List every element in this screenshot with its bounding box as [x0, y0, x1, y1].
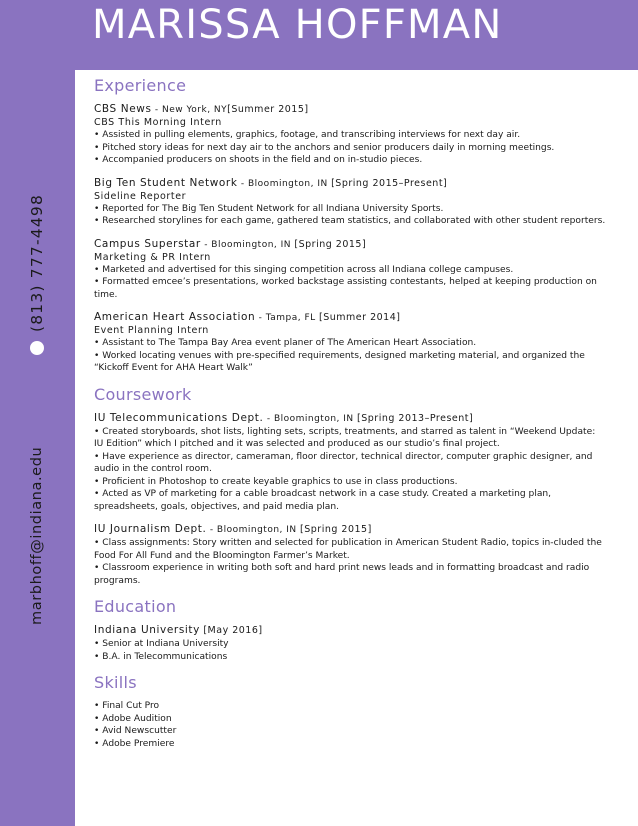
- coursework-entry: [94, 412, 606, 514]
- entry-heading: [94, 311, 606, 325]
- location: - Bloomington, IN: [200, 239, 295, 250]
- bullet-item: • Formatted emcee’s presentations, worked backstage assisting contestants, helped at keeping production on time.: [94, 277, 597, 300]
- section-title-experience: Experience: [94, 76, 187, 95]
- phone-number: (813) 777-4498: [28, 193, 46, 332]
- coursework-entry: [94, 523, 606, 587]
- coursework-section: [94, 385, 606, 588]
- bullet-item: • Proficient in Photoshop to create keyable graphics to use in class productions.: [94, 476, 458, 487]
- education-entry: [94, 624, 606, 663]
- bullet-item: • Acted as VP of marketing for a cable broadcast network in a case study. Created a marketing plan, spreadsheets, goals, objectives, and paid media plan.: [94, 489, 552, 512]
- skill-item: • Final Cut Pro: [94, 701, 160, 711]
- location: - Bloomington, IN: [237, 178, 332, 189]
- experience-entry: [94, 103, 606, 167]
- role-title: Event Planning Intern: [94, 325, 209, 336]
- bullet-item: • Accompanied producers on shoots in the field and on in-studio pieces.: [94, 155, 423, 165]
- dates: [Spring 2015]: [300, 524, 372, 535]
- dates: [Summer 2015]: [227, 104, 309, 115]
- dates: [Summer 2014]: [319, 312, 401, 323]
- bullet-item: • Created storyboards, shot lists, lighting sets, scripts, treatments, and starred as talent in “Weekend Update: IU Edition” which I pitched and it was selected and produced as our studio’s final project.: [94, 426, 596, 449]
- dates: [May 2016]: [203, 625, 263, 636]
- skills-list: [94, 700, 606, 750]
- role-title: Sideline Reporter: [94, 190, 187, 202]
- experience-entry: [94, 311, 606, 375]
- resume-content: [94, 76, 606, 760]
- bullet-item: • Senior at Indiana University: [94, 639, 229, 649]
- entry-heading: [94, 412, 606, 426]
- section-title-education: Education: [94, 597, 177, 616]
- experience-entry: [94, 238, 606, 302]
- organization: Indiana University: [94, 624, 200, 636]
- skill-item: • Avid Newscutter: [94, 726, 177, 736]
- bullet-item: • Assisted in pulling elements, graphics, footage, and transcribing interviews for next day air.: [94, 130, 521, 140]
- experience-section: [94, 76, 606, 375]
- entry-heading: [94, 238, 606, 252]
- email-address: marbhoff@indiana.edu: [29, 446, 45, 625]
- bullet-item: • Classroom experience in writing both soft and hard print news leads and in formatting broadcast and radio programs.: [94, 563, 590, 586]
- role-title: CBS This Morning Intern: [94, 117, 222, 128]
- sidebar: [0, 0, 75, 826]
- bullet-item: • Marketed and advertised for this singing competition across all Indiana college campuses.: [94, 264, 514, 275]
- dates: [Spring 2015–Present]: [331, 177, 448, 189]
- location: - New York, NY: [151, 105, 228, 115]
- section-title-skills: Skills: [94, 673, 137, 692]
- bullet-item: • Reported for The Big Ten Student Network for all Indiana University Sports.: [94, 203, 444, 214]
- bullet-item: • Pitched story ideas for next day air to the anchors and senior producers daily in morning meetings.: [94, 142, 555, 153]
- section-title-coursework: Coursework: [94, 384, 192, 404]
- organization: American Heart Association: [94, 311, 256, 323]
- bullet-item: • Have experience as director, cameraman, floor director, technical director, computer graphic designer, and audio in the control room.: [94, 451, 593, 474]
- separator-dot: [30, 341, 44, 355]
- entry-heading: [94, 177, 606, 191]
- entry-heading: [94, 523, 606, 537]
- skill-item: • Adobe Audition: [94, 713, 172, 724]
- organization: IU Journalism Dept.: [94, 523, 207, 535]
- entry-heading: [94, 624, 606, 638]
- experience-entry: [94, 177, 606, 228]
- education-section: [94, 597, 606, 663]
- location: - Tampa, FL: [255, 313, 320, 323]
- bullet-item: • Worked locating venues with pre-specified requirements, designed marketing material, and organized the “Kickoff Event for AHA Heart Walk”: [94, 350, 585, 373]
- candidate-name: MARISSA HOFFMAN: [92, 2, 503, 48]
- location: - Bloomington, IN: [206, 525, 301, 535]
- organization: CBS News: [94, 103, 152, 115]
- dates: [Spring 2015]: [294, 238, 367, 250]
- dates: [Spring 2013–Present]: [357, 412, 474, 424]
- bullet-item: • Class assignments: Story written and selected for publication in American Student Radio, topics in-cluded the Food For All Fund and the Bloomington Farmer’s Market.: [94, 538, 602, 561]
- organization: Campus Superstar: [94, 237, 201, 250]
- bullet-item: • Researched storylines for each game, gathered team statistics, and collaborated with other student reporters.: [94, 216, 606, 226]
- bullet-item: • B.A. in Telecommunications: [94, 651, 228, 662]
- role-title: Marketing & PR Intern: [94, 251, 211, 263]
- entry-heading: [94, 103, 606, 117]
- bullet-item: • Assistant to The Tampa Bay Area event planer of The American Heart Association.: [94, 338, 477, 348]
- skills-section: [94, 673, 606, 750]
- skill-item: • Adobe Premiere: [94, 738, 175, 749]
- organization: Big Ten Student Network: [94, 176, 238, 189]
- location: - Bloomington, IN: [263, 413, 358, 424]
- organization: IU Telecommunications Dept.: [94, 411, 264, 424]
